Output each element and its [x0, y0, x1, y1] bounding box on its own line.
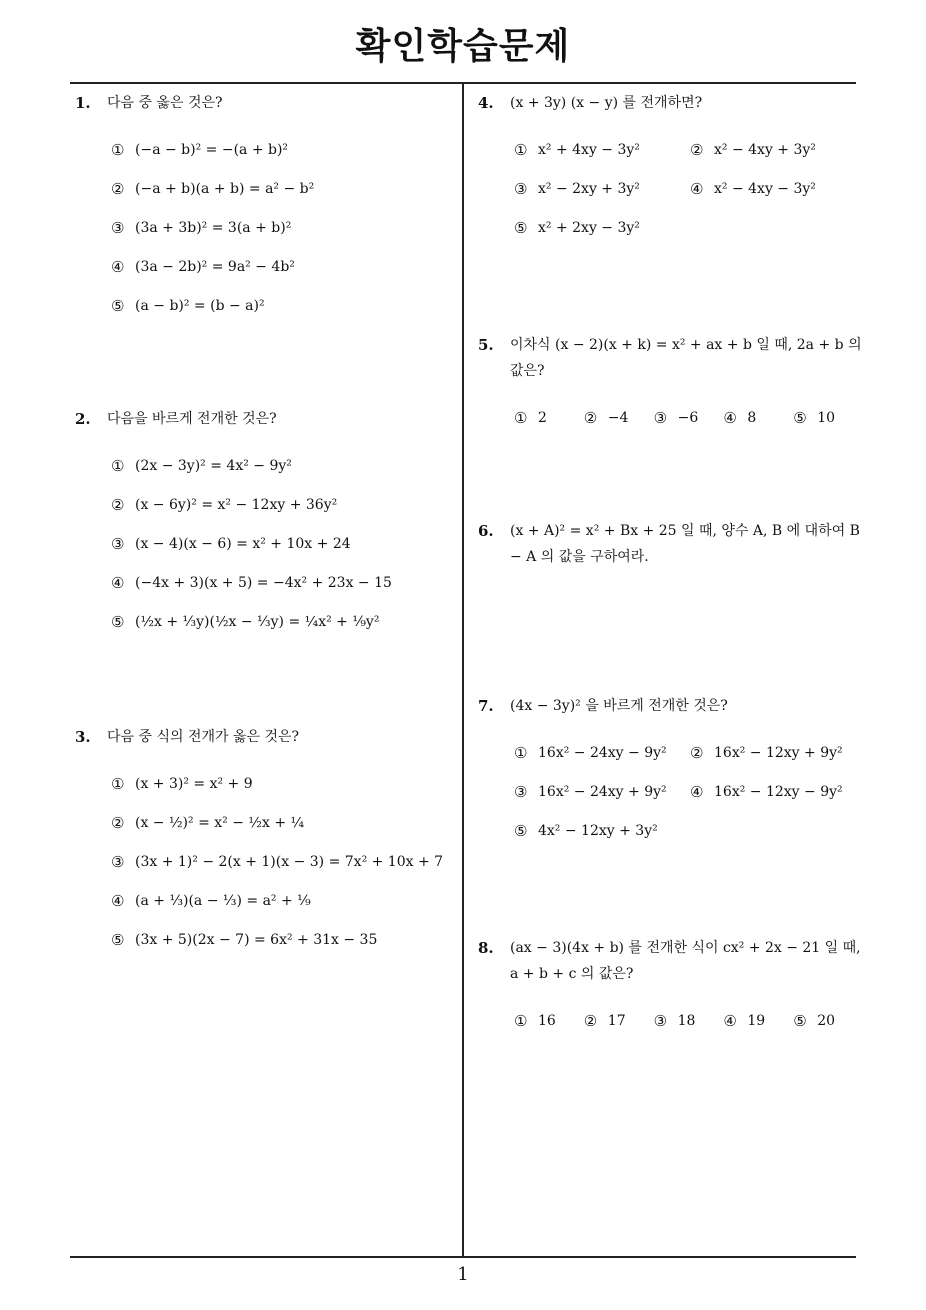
option-grid [514, 733, 863, 850]
question-text: (x + 3y) (x − y) 를 전개하면? [510, 95, 703, 111]
option-1[interactable]: ① (2x − 3y)² = 4x² − 9y² [111, 456, 292, 475]
question-6 [478, 518, 863, 570]
question-text: 다음 중 옳은 것은? [107, 95, 223, 111]
option-3[interactable]: ③ 16x² − 24xy + 9y² [514, 782, 667, 801]
option-3[interactable]: ③ (3a + 3b)² = 3(a + b)² [111, 218, 292, 237]
question-number: 4. [478, 94, 494, 112]
option-3[interactable]: ③ 18 [653, 1011, 696, 1030]
option-list [111, 764, 460, 959]
option-1[interactable]: ① 2 [514, 408, 547, 427]
question-number: 6. [478, 522, 494, 540]
option-2[interactable]: ② (x − ½)² = x² − ½x + ¼ [111, 813, 305, 832]
option-5[interactable]: ⑤ 4x² − 12xy + 3y² [514, 821, 658, 840]
option-4[interactable]: ④ (a + ⅓)(a − ⅓) = a² + ⅑ [111, 891, 311, 910]
question-1 [75, 90, 455, 325]
page-title: 확인학습문제 [355, 26, 571, 67]
option-5[interactable]: ⑤ (3x + 5)(2x − 7) = 6x² + 31x − 35 [111, 930, 378, 949]
question-4 [478, 90, 863, 247]
question-number: 3. [75, 728, 91, 746]
question-2 [75, 406, 455, 641]
option-2[interactable]: ② 17 [583, 1011, 626, 1030]
question-text: 다음 중 식의 전개가 옳은 것은? [107, 729, 300, 745]
option-5[interactable]: ⑤ 10 [793, 408, 836, 427]
question-text: (ax − 3)(4x + b) 를 전개한 식이 cx² + 2x − 21 일 때, a + b + c 의 값은? [510, 940, 861, 982]
option-1[interactable]: ① 16x² − 24xy − 9y² [514, 743, 667, 762]
option-4[interactable]: ④ 19 [723, 1011, 766, 1030]
column-divider [462, 82, 464, 1257]
question-number: 1. [75, 94, 91, 112]
option-1[interactable]: ① (−a − b)² = −(a + b)² [111, 140, 289, 159]
option-3[interactable]: ③ x² − 2xy + 3y² [514, 179, 640, 198]
option-row [514, 398, 863, 437]
option-2[interactable]: ② (−a + b)(a + b) = a² − b² [111, 179, 315, 198]
question-text: (4x − 3y)² 을 바르게 전개한 것은? [510, 698, 728, 714]
option-3[interactable]: ③ (3x + 1)² − 2(x + 1)(x − 3) = 7x² + 10x + 7 [111, 852, 444, 871]
option-5[interactable]: ⑤ 20 [793, 1011, 836, 1030]
option-1[interactable]: ① x² + 4xy − 3y² [514, 140, 640, 159]
question-text: (x + A)² = x² + Bx + 25 일 때, 양수 A, B 에 대하여 B − A 의 값을 구하여라. [510, 523, 860, 565]
question-text: 이차식 (x − 2)(x + k) = x² + ax + b 일 때, 2a + b 의 값은? [510, 337, 862, 379]
question-5 [478, 332, 863, 437]
option-3[interactable]: ③ −6 [653, 408, 699, 427]
option-4[interactable]: ④ (−4x + 3)(x + 5) = −4x² + 23x − 15 [111, 573, 392, 592]
question-number: 2. [75, 410, 91, 428]
option-5[interactable]: ⑤ (½x + ⅓y)(½x − ⅓y) = ¼x² + ⅑y² [111, 612, 380, 631]
option-5[interactable]: ⑤ (a − b)² = (b − a)² [111, 296, 265, 315]
option-2[interactable]: ② 16x² − 12xy + 9y² [690, 743, 843, 762]
option-grid [514, 130, 863, 247]
option-4[interactable]: ④ 8 [723, 408, 757, 427]
question-8 [478, 935, 863, 1040]
option-row [514, 1001, 863, 1040]
question-7 [478, 693, 863, 850]
option-2[interactable]: ② (x − 6y)² = x² − 12xy + 36y² [111, 495, 338, 514]
option-list [111, 130, 455, 325]
bottom-rule [70, 1256, 856, 1258]
option-1[interactable]: ① (x + 3)² = x² + 9 [111, 774, 253, 793]
question-number: 7. [478, 697, 494, 715]
option-3[interactable]: ③ (x − 4)(x − 6) = x² + 10x + 24 [111, 534, 351, 553]
option-2[interactable]: ② −4 [583, 408, 629, 427]
question-3 [75, 724, 460, 959]
option-4[interactable]: ④ x² − 4xy − 3y² [690, 179, 816, 198]
option-4[interactable]: ④ 16x² − 12xy − 9y² [690, 782, 843, 801]
page-number: 1 [457, 1264, 469, 1285]
question-number: 8. [478, 939, 494, 957]
option-5[interactable]: ⑤ x² + 2xy − 3y² [514, 218, 640, 237]
option-1[interactable]: ① 16 [514, 1011, 556, 1030]
question-text: 다음을 바르게 전개한 것은? [107, 411, 277, 427]
option-2[interactable]: ② x² − 4xy + 3y² [690, 140, 816, 159]
question-number: 5. [478, 336, 494, 354]
option-list [111, 446, 455, 641]
option-4[interactable]: ④ (3a − 2b)² = 9a² − 4b² [111, 257, 295, 276]
